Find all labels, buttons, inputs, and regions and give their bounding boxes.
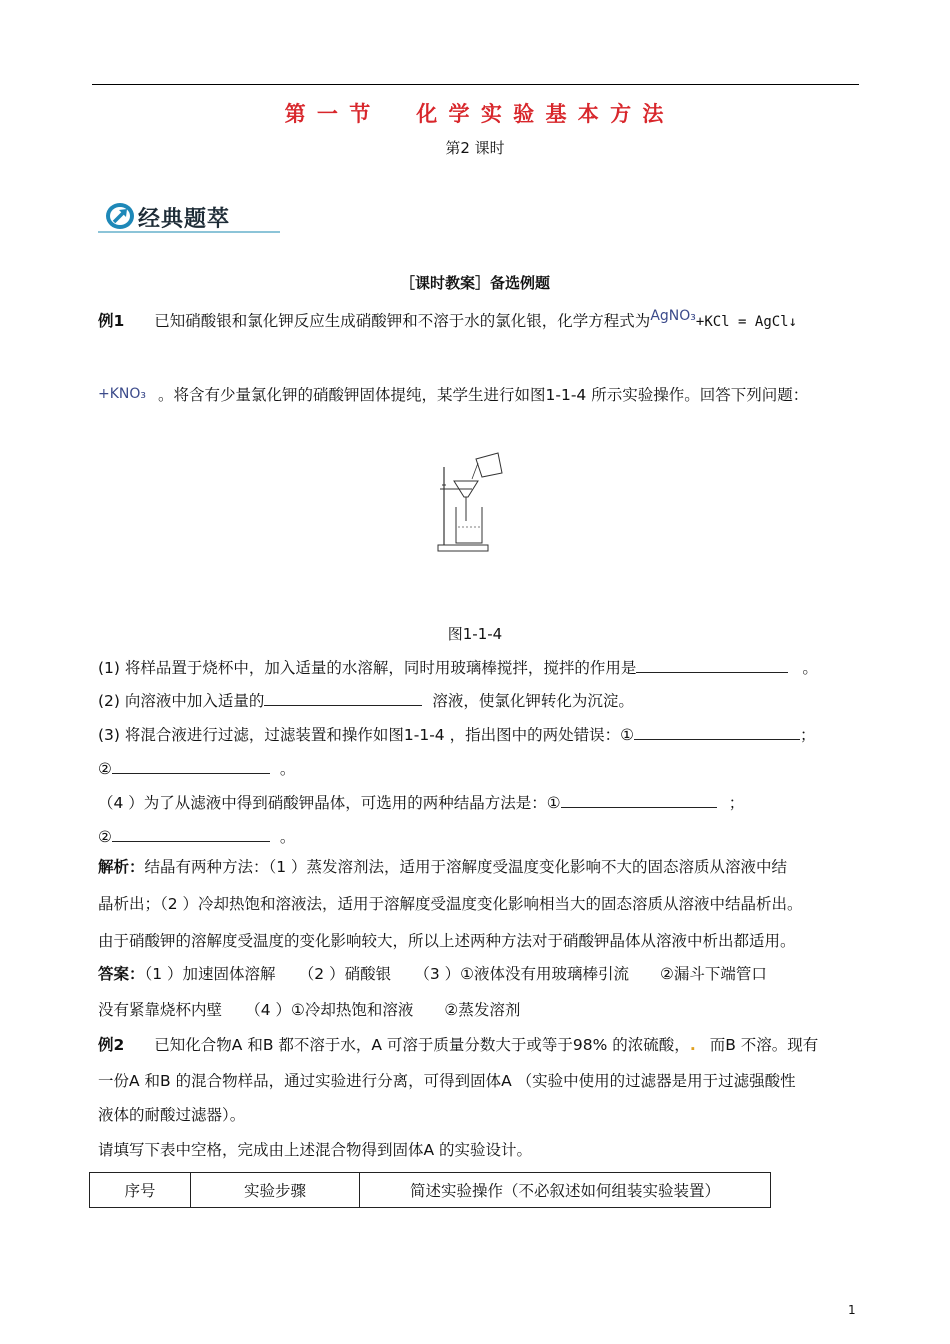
example1-line1 [98,308,798,332]
answer-blank-q1[interactable] [636,656,788,673]
example2-label: 例2 [98,1036,125,1054]
answer-blank-q3-1[interactable] [634,723,800,740]
filtration-apparatus-figure [432,445,512,553]
question-4-line2: ② 。 [98,825,295,847]
question-3-line2: ② 。 [98,757,295,779]
table-header-cell: 实验步骤 [191,1173,360,1208]
header-rule [92,84,859,85]
section-heading: ［课时教案］备选例题 [399,274,550,292]
answer-blank-q2[interactable] [264,689,422,706]
orange-dot: . [689,1036,696,1054]
table-header-cell: 简述实验操作（不必叙述如何组装实验装置） [360,1173,771,1208]
example1-label: 例1 [98,312,125,330]
question-2: (2) 向溶液中加入适量的 溶液，使氯化钾转化为沉淀。 [98,689,634,711]
question-4: （4 ）为了从滤液中得到硝酸钾晶体，可选用的两种结晶方法是：① ； [98,791,744,813]
arrow-circle-icon [102,200,138,232]
title-section: 第 一 节 [284,102,373,126]
answer-label: 答案： [98,965,145,983]
title-topic: 化 学 实 验 基 本 方 法 [416,102,666,126]
analysis-line1: 解析：结晶有两种方法：（1 ）蒸发溶剂法，适用于溶解度受温度变化影响不大的固态溶质从溶液中结 [98,858,788,876]
example2-line4: 请填写下表中空格，完成由上述混合物得到固体A 的实验设计。 [98,1141,533,1159]
page-title [0,98,950,128]
analysis-label: 解析： [98,858,145,876]
formula-rest: +KCl = AgCl↓ [695,314,798,330]
banner-underline [98,231,280,233]
section-banner [98,198,280,234]
answer-blank-q4-1[interactable] [561,791,717,808]
question-1: (1) 将样品置于烧杯中，加入适量的水溶解，同时用玻璃棒搅拌，搅拌的作用是 。 [98,656,818,678]
table-header-row [90,1173,771,1208]
question-3: (3) 将混合液进行过滤，过滤装置和操作如图1-1-4 ，指出图中的两处错误：① ； [98,723,816,745]
experiment-table [89,1172,771,1208]
answer-blank-q3-2[interactable] [112,757,270,774]
answer-line2: 没有紧靠烧杯内壁 （4 ）①冷却热饱和溶液 ②蒸发溶剂 [98,1001,521,1019]
formula-agno3: AgNO₃ [650,308,696,324]
formula-kno3: +KNO₃ [98,386,147,402]
answer-line1: 答案：（1 ）加速固体溶解 （2 ）硝酸银 （3 ）①液体没有用玻璃棒引流 ②漏斗下端管口 [98,965,767,983]
analysis-line3: 由于硝酸钾的溶解度受温度的变化影响较大，所以上述两种方法对于硝酸钾晶体从溶液中析出都适用。 [98,932,796,950]
example2-line1: 例2 已知化合物A 和B 都不溶于水，A 可溶于质量分数大于或等于98% 的浓硫酸，. 而B 不溶。现有 [98,1036,819,1054]
page-subtitle: 第2 课时 [445,139,505,157]
example1-line2-text: 。将含有少量氯化钾的硝酸钾固体提纯，某学生进行如图1-1-4 所示实验操作。回答下列问题： [158,386,809,404]
example1-line2 [98,385,808,406]
figure-caption: 图1-1-4 [447,625,503,643]
example2-line2: 一份A 和B 的混合物样品，通过实验进行分离，可得到固体A （实验中使用的过滤器是用于过滤强酸性 [98,1072,796,1090]
table-header-cell: 序号 [90,1173,191,1208]
example1-text: 已知硝酸银和氯化钾反应生成硝酸钾和不溶于水的氯化银，化学方程式为 [154,312,651,330]
example2-line3: 液体的耐酸过滤器）。 [98,1106,246,1124]
analysis-line2: 晶析出；（2 ）冷却热饱和溶液法，适用于溶解度受温度变化影响相当大的固态溶质从溶液中结晶析出。 [98,895,803,913]
banner-label: 经典题萃 [138,206,231,232]
answer-blank-q4-2[interactable] [112,825,270,842]
page-number: 1 [848,1303,856,1317]
